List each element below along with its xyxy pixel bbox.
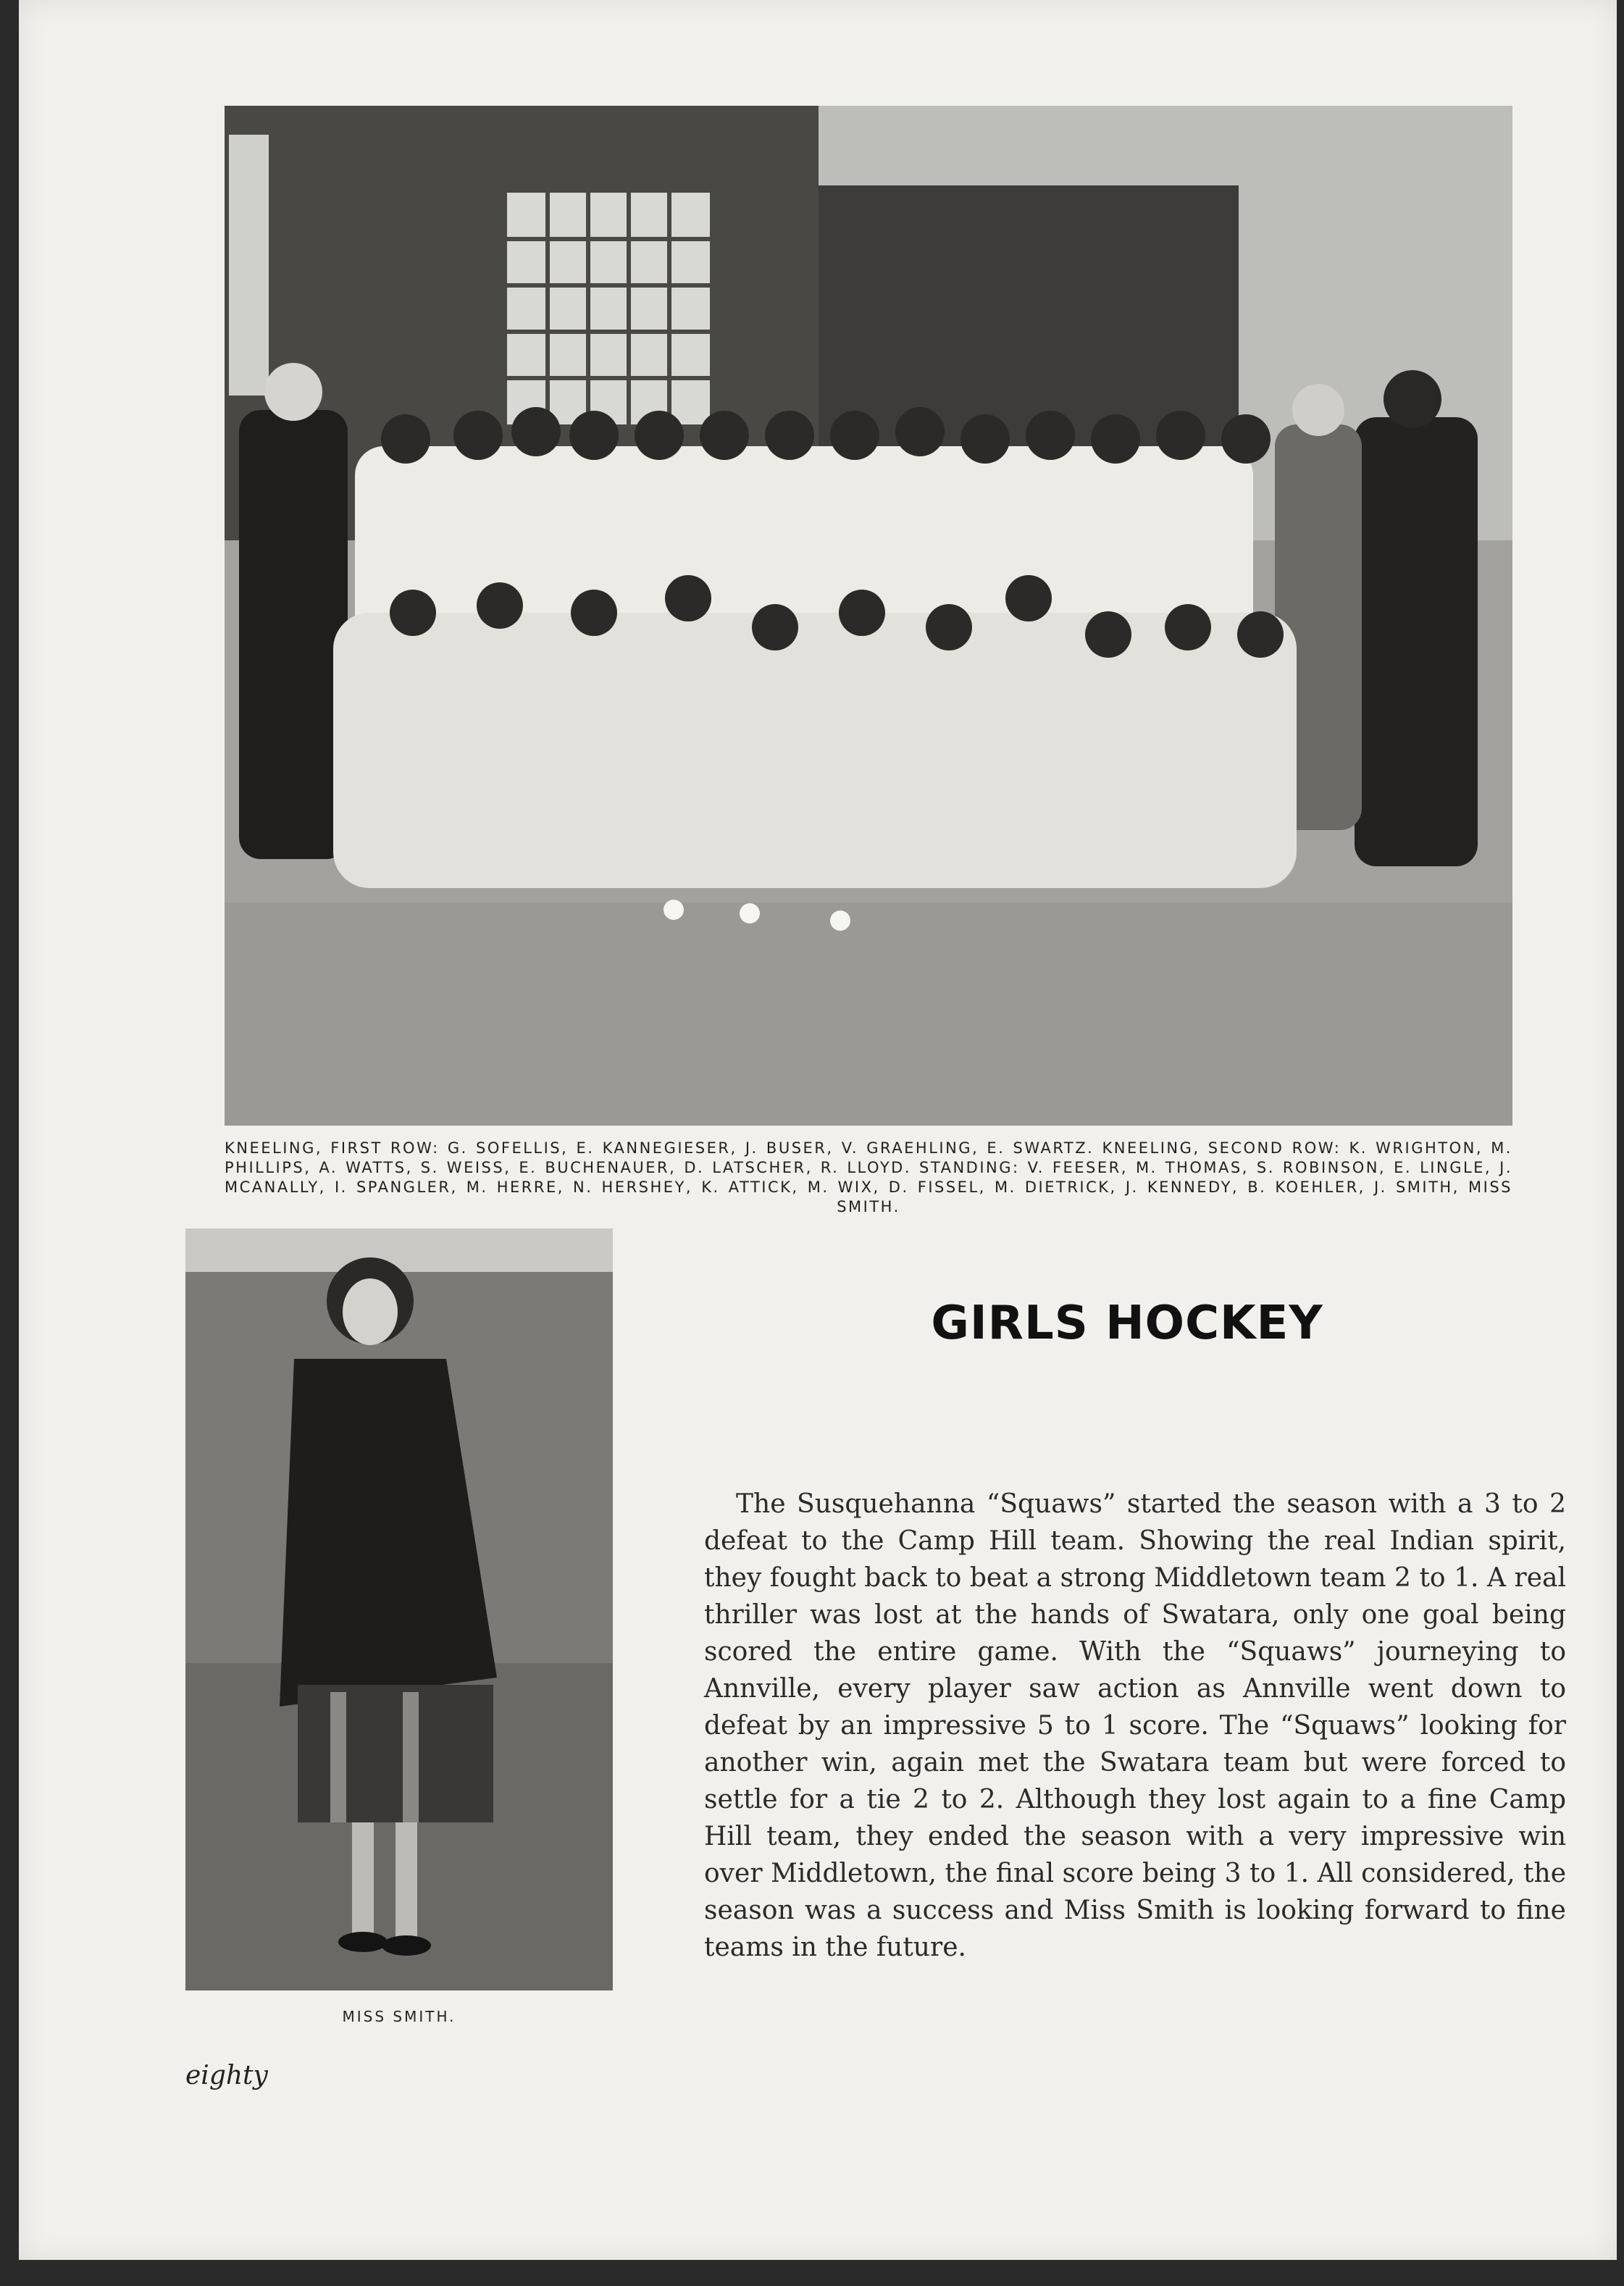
coach-photo-image — [185, 1228, 613, 1990]
team-photo-caption: KNEELING, FIRST ROW: G. SOFELLIS, E. KANNEGIESER, J. BUSER, V. GRAEHLING, E. SWARTZ. KNEELING, SECOND ROW: K. WRIGHTON, M. PHILLIPS, A. WATTS, S. WEISS, E. BUCHENAUER, D. LATSCHER, R. LLOYD. STANDING: V. FEESER, M. THOMAS, S. ROBINSON, E. LINGLE, J. MCANALLY, I. SPANGLER, M. HERRE, N. HERSHEY, K. ATTICK, M. WIX, D. FISSEL, M. DIETRICK, J. KENNEDY, B. KOEHLER, J. SMITH, MISS SMITH. — [225, 1139, 1512, 1215]
page-number: eighty — [185, 2061, 268, 2090]
team-photo-image — [225, 106, 1512, 1126]
yearbook-page — [19, 0, 1617, 2260]
coach-photo-caption: MISS SMITH. — [342, 2008, 456, 2025]
article-body: The Susquehanna “Squaws” started the season with a 3 to 2 defeat to the Camp Hill team. Showing the real Indian spirit, they fought back to beat a strong Middletown team 2 to 1. A real thriller was lost at the hands of Swatara, only one goal being scored the entire game. With the “Squaws” journeying to Annville, every player saw action as Annville went down to defeat by an impressive 5 to 1 score. The “Squaws” looking for another win, again met the Swatara team but were forced to settle for a tie 2 to 2. Although they lost again to a fine Camp Hill team, they ended the season with a very impressive win over Middletown, the final score being 3 to 1. All considered, the season was a success and Miss Smith is looking forward to fine teams in the future. — [704, 1489, 1566, 1962]
coach-photo — [185, 1228, 613, 1990]
team-photo — [225, 106, 1512, 1126]
article-heading: GIRLS HOCKEY — [931, 1297, 1323, 1350]
